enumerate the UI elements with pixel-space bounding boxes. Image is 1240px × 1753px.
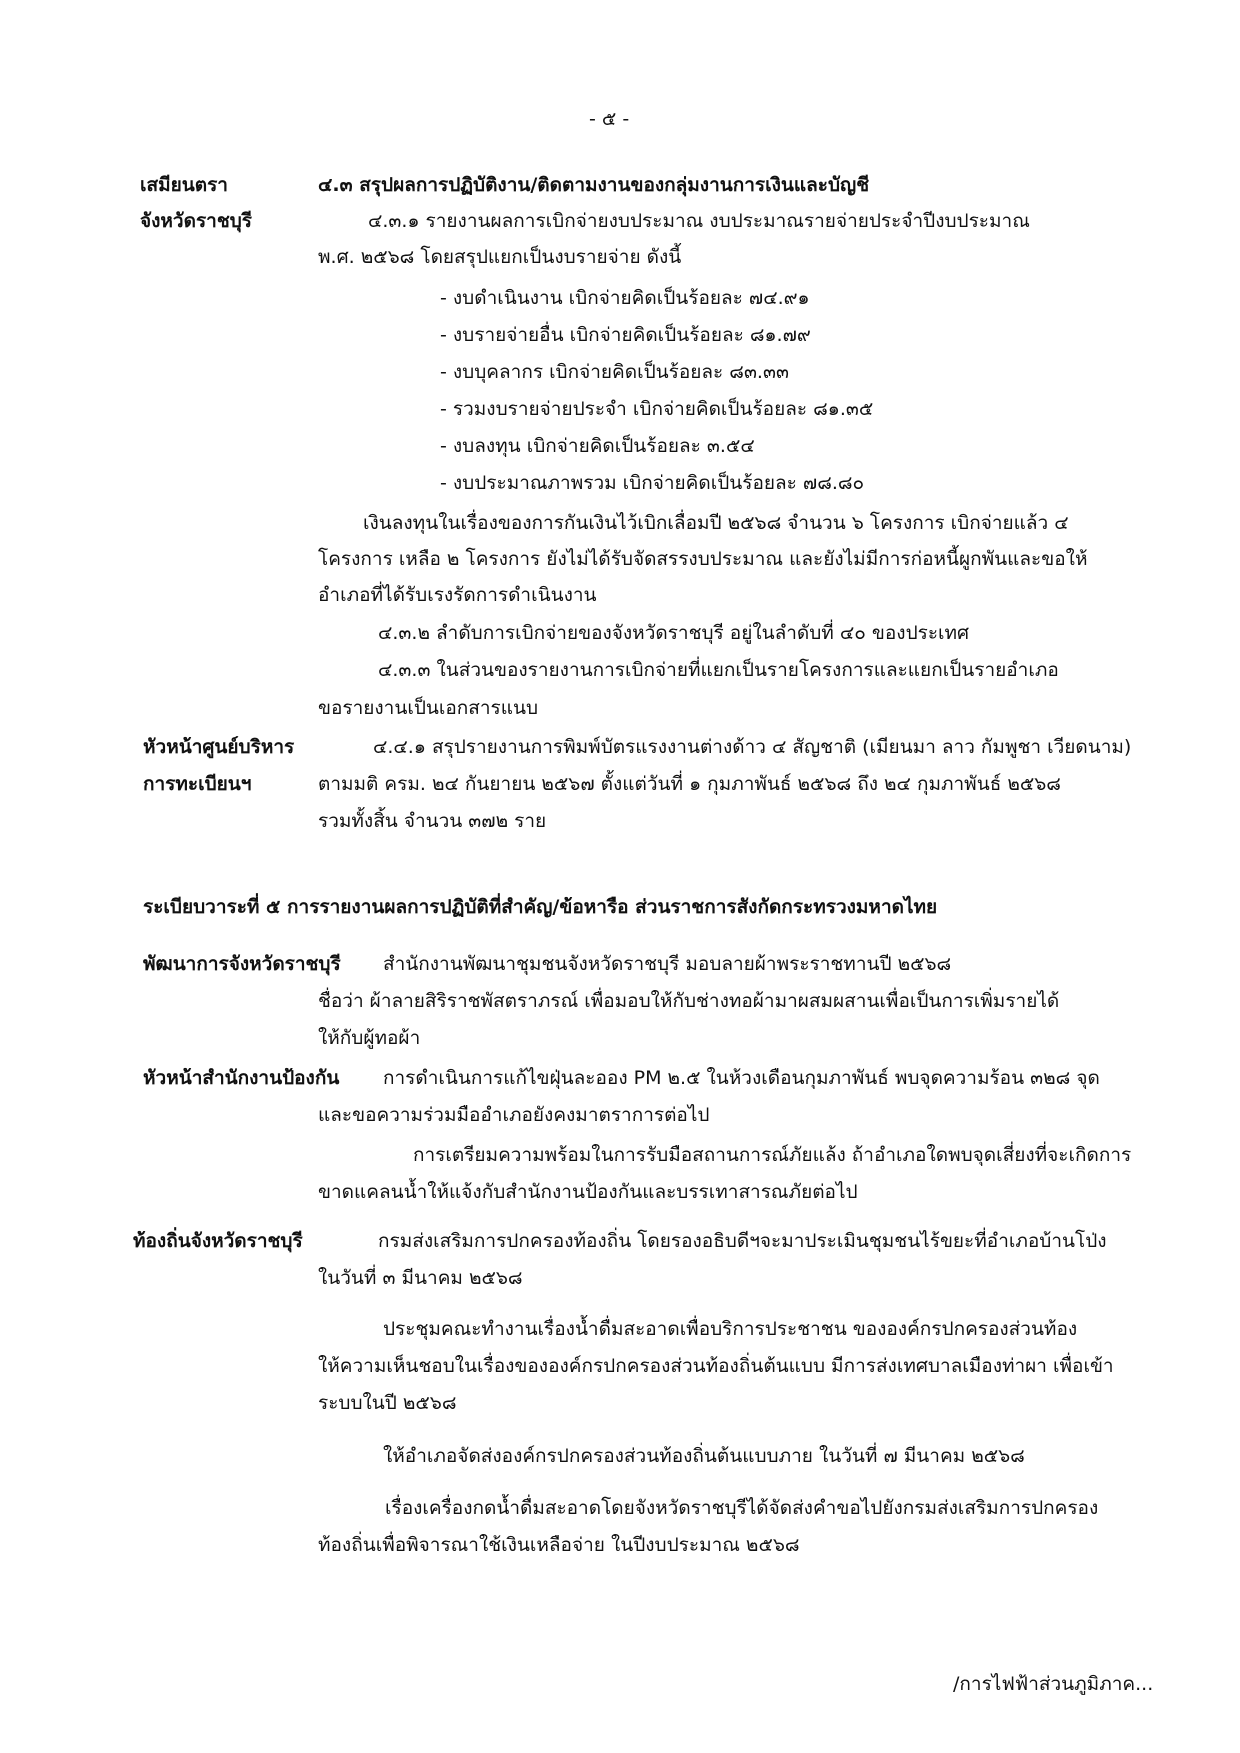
section-label: พัฒนาการจังหวัดราชบุรี	[143, 953, 341, 975]
paragraph-line: ชื่อว่า ผ้าลายสิริราชพัสตราภรณ์ เพื่อมอบให้กับช่างทอผ้ามาผสมผสานเพื่อเป็นการเพิ่มรายได้	[318, 990, 1060, 1012]
paragraph-line: โครงการ เหลือ ๒ โครงการ ยังไม่ได้รับจัดสรรงบประมาณ และยังไม่มีการก่อหนี้ผูกพันและขอให้	[318, 548, 1088, 570]
bullet-item: - งบรายจ่ายอื่น เบิกจ่ายคิดเป็นร้อยละ ๘๑.๗๙	[440, 324, 811, 346]
paragraph-line: การดำเนินการแก้ไขฝุ่นละออง PM ๒.๕ ในห้วงเดือนกุมภาพันธ์ พบจุดความร้อน ๓๒๘ จุด	[383, 1067, 1100, 1089]
paragraph-line: ตามมติ ครม. ๒๔ กันยายน ๒๕๖๗ ตั้งแต่วันที่ ๑ กุมภาพันธ์ ๒๕๖๘ ถึง ๒๔ กุมภาพันธ์ ๒๕๖๘	[318, 773, 1061, 795]
paragraph-line: กรมส่งเสริมการปกครองท้องถิ่น โดยรองอธิบดีฯจะมาประเมินชุมชนไร้ขยะที่อำเภอบ้านโป่ง	[378, 1230, 1107, 1252]
section-label-line2: การทะเบียนฯ	[143, 773, 252, 795]
paragraph-line: สำนักงานพัฒนาชุมชนจังหวัดราชบุรี มอบลายผ้าพระราชทานปี ๒๕๖๘	[383, 953, 952, 975]
section-label: หัวหน้าสำนักงานป้องกัน	[143, 1067, 340, 1089]
paragraph-line: เรื่องเครื่องกดน้ำดื่มสะอาดโดยจังหวัดราชบุรีได้จัดส่งคำขอไปยังกรมส่งเสริมการปกครอง	[385, 1497, 1099, 1519]
paragraph-line: ให้กับผู้ทอผ้า	[318, 1027, 421, 1049]
paragraph-line: ประชุมคณะทำงานเรื่องน้ำดื่มสะอาดเพื่อบริการประชาชน ขององค์กรปกครองส่วนท้อง	[383, 1318, 1078, 1340]
bullet-item: - งบลงทุน เบิกจ่ายคิดเป็นร้อยละ ๓.๕๔	[440, 435, 755, 457]
section-label-line1: เสมียนตรา	[140, 174, 228, 196]
paragraph-line: ขอรายงานเป็นเอกสารแนบ	[318, 697, 539, 719]
page-number: - ๕ -	[589, 108, 630, 130]
section-label-line1: หัวหน้าศูนย์บริหาร	[143, 736, 295, 758]
bullet-item: - รวมงบรายจ่ายประจำ เบิกจ่ายคิดเป็นร้อยละ ๘๑.๓๕	[440, 398, 874, 420]
agenda-title: ระเบียบวาระที่ ๕ การรายงานผลการปฏิบัติที่สำคัญ/ข้อหารือ ส่วนราชการสังกัดกระทรวงมหาดไทย	[143, 896, 938, 918]
paragraph-line: อำเภอที่ได้รับเรงรัดการดำเนินงาน	[318, 584, 597, 606]
paragraph-line: การเตรียมความพร้อมในการรับมือสถานการณ์ภัยแล้ง ถ้าอำเภอใดพบจุดเสี่ยงที่จะเกิดการ	[413, 1144, 1132, 1166]
bullet-item: - งบบุคลากร เบิกจ่ายคิดเป็นร้อยละ ๘๓.๓๓	[440, 361, 789, 383]
paragraph-line: ในวันที่ ๓ มีนาคม ๒๕๖๘	[318, 1267, 523, 1289]
paragraph-line: ระบบในปี ๒๕๖๘	[318, 1392, 457, 1414]
paragraph-line: ๔.๓.๓ ในส่วนของรายงานการเบิกจ่ายที่แยกเป็นรายโครงการและแยกเป็นรายอำเภอ	[378, 659, 1059, 681]
paragraph-line: รวมทั้งสิ้น จำนวน ๓๗๒ ราย	[318, 810, 547, 832]
paragraph-line: ท้องถิ่นเพื่อพิจารณาใช้เงินเหลือจ่าย ในปีงบประมาณ ๒๕๖๘	[318, 1534, 800, 1556]
section-heading: ๔.๓ สรุปผลการปฏิบัติงาน/ติดตามงานของกลุ่มงานการเงินและบัญชี	[318, 174, 870, 196]
section-label-line2: จังหวัดราชบุรี	[140, 210, 252, 232]
continuation-footer: /การไฟฟ้าส่วนภูมิภาค...	[953, 1673, 1154, 1695]
paragraph-line: ให้อำเภอจัดส่งองค์กรปกครองส่วนท้องถิ่นต้นแบบภาย ในวันที่ ๗ มีนาคม ๒๕๖๘	[383, 1445, 1025, 1467]
section-label: ท้องถิ่นจังหวัดราชบุรี	[133, 1230, 303, 1252]
paragraph-line: ให้ความเห็นชอบในเรื่องขององค์กรปกครองส่วนท้องถิ่นต้นแบบ มีการส่งเทศบาลเมืองท่าผา เพื่อเข้า	[318, 1355, 1114, 1377]
paragraph-line: ขาดแคลนน้ำให้แจ้งกับสำนักงานป้องกันและบรรเทาสารณภัยต่อไป	[318, 1181, 858, 1203]
paragraph-line: เงินลงทุนในเรื่องของการกันเงินไว้เบิกเลื่อมปี ๒๕๖๘ จำนวน ๖ โครงการ เบิกจ่ายแล้ว ๔	[363, 512, 1069, 534]
paragraph-line: ๔.๔.๑ สรุปรายงานการพิมพ์บัตรแรงงานต่างด้าว ๔ สัญชาติ (เมียนมา ลาว กัมพูชา เวียดนาม)	[373, 736, 1132, 758]
paragraph-line: ๔.๓.๑ รายงานผลการเบิกจ่ายงบประมาณ งบประมาณรายจ่ายประจำปีงบประมาณ	[368, 210, 1030, 232]
paragraph-line: พ.ศ. ๒๕๖๘ โดยสรุปแยกเป็นงบรายจ่าย ดังนี้	[318, 246, 682, 268]
paragraph-line: ๔.๓.๒ ลำดับการเบิกจ่ายของจังหวัดราชบุรี อยู่ในลำดับที่ ๔๐ ของประเทศ	[378, 622, 970, 644]
paragraph-line: และขอความร่วมมืออำเภอยังคงมาตราการต่อไป	[318, 1104, 710, 1126]
bullet-item: - งบประมาณภาพรวม เบิกจ่ายคิดเป็นร้อยละ ๗๘.๘๐	[440, 472, 865, 494]
bullet-item: - งบดำเนินงาน เบิกจ่ายคิดเป็นร้อยละ ๗๔.๙๑	[440, 287, 810, 309]
